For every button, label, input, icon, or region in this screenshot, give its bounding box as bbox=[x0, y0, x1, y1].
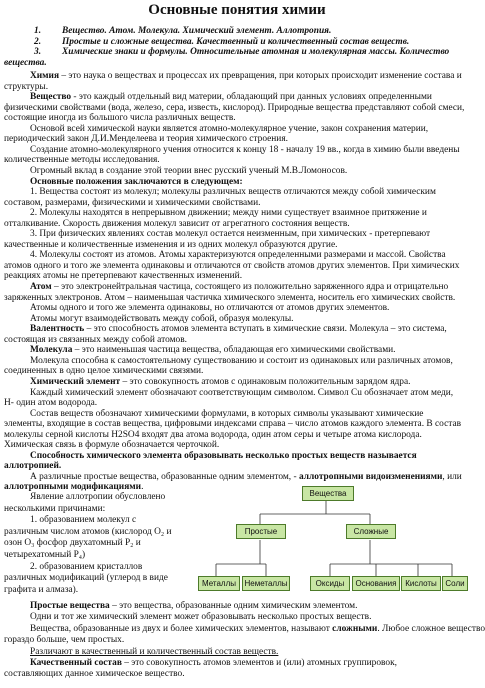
bold-term: Валентность bbox=[30, 324, 85, 335]
text-line bbox=[4, 155, 470, 166]
bold-term: Способность химического элемента образовывать несколько простых веществ называется bbox=[30, 450, 417, 461]
bold-term: аллотропными видоизменениями bbox=[298, 471, 443, 482]
diagram-node-salts: Соли bbox=[442, 576, 468, 591]
line-text: – это совокупность атомов элементов и (или) атомных группировок, bbox=[121, 658, 397, 668]
line-text: 2. образованием кристаллов bbox=[30, 561, 143, 572]
text-line bbox=[4, 166, 470, 177]
text-line bbox=[4, 612, 470, 623]
line-text: 1. образованием молекул с bbox=[30, 515, 137, 526]
allotropy-line bbox=[4, 538, 194, 549]
line-text: реакциях атомы не претерпевают качественных изменений. bbox=[4, 271, 243, 282]
line-text: H- один атом водорода. bbox=[4, 398, 98, 409]
allotropy-line bbox=[4, 527, 194, 538]
page-title: Основные понятия химии bbox=[148, 2, 326, 18]
text-line bbox=[4, 134, 470, 145]
diagram-node-root: Вещества bbox=[302, 486, 354, 501]
line-text: . Любое сложное вещество bbox=[377, 623, 485, 634]
text-line bbox=[4, 293, 470, 304]
text-line bbox=[4, 103, 470, 114]
line-text: , или bbox=[442, 471, 462, 482]
text-line bbox=[4, 398, 470, 409]
text-line bbox=[4, 669, 470, 680]
line-text: Атомы одного и того же элемента одинаковы, но отличаются от атомов других элементов. bbox=[30, 303, 390, 314]
text-line bbox=[4, 208, 470, 219]
line-text: – это совокупность атомов с одинаковым положительным зарядом ядра. bbox=[120, 376, 411, 387]
text-line bbox=[4, 658, 470, 669]
toc-number: 3. bbox=[34, 47, 42, 57]
diagram-node-acids: Кислоты bbox=[401, 576, 441, 591]
text-line bbox=[4, 647, 470, 658]
text-line bbox=[4, 366, 470, 377]
line-text: составом, размерами, физическими и химическими свойствами. bbox=[4, 197, 261, 208]
text-line bbox=[4, 271, 470, 282]
text-line bbox=[4, 635, 470, 646]
line-text: отталкивание. Скорость движения молекул зависит от агрегатного состояния веществ. bbox=[4, 218, 350, 229]
text-line bbox=[4, 440, 470, 451]
line-text: составляющих данное химическое вещество. bbox=[4, 669, 185, 680]
line-text: – это наименьшая частица вещества, обладающая его химическими свойствами. bbox=[72, 345, 396, 356]
toc-item bbox=[4, 26, 470, 37]
toc-text: вещества. bbox=[4, 57, 47, 68]
allotropy-line bbox=[4, 573, 194, 584]
line-text: Химическая связь в формуле обозначается черточкой. bbox=[4, 440, 220, 451]
text-line bbox=[4, 187, 470, 198]
bold-term: Основные положения заключаются в следующем: bbox=[30, 176, 243, 187]
diagram-node-metals: Металлы bbox=[198, 576, 240, 591]
bold-term: Вещество bbox=[30, 92, 72, 103]
allotropy-line bbox=[4, 550, 194, 561]
line-text: состоящие иногда из большого числа различных веществ. bbox=[4, 113, 236, 124]
line-text: качественные и количественные изменения и из одних молекул образуются другие. bbox=[4, 239, 338, 250]
line-text: молекулы серной кислоты H2SO4 входят два атома водорода, один атом серы и четыре атома кислорода. bbox=[4, 429, 422, 440]
underlined-text: Различают в качественный и количественный состав веществ. bbox=[30, 646, 279, 657]
line-text: Создание атомно-молекулярного учения относится к концу 18 - началу 19 вв., когда в химию были введены bbox=[30, 144, 460, 155]
line-text: Одни и тот же химический элемент может образовывать несколько простых веществ. bbox=[30, 612, 372, 623]
allotropy-line bbox=[4, 585, 194, 596]
text-line bbox=[4, 82, 470, 93]
line-text: – это способность атомов элемента вступать в химические связи. Молекула – это система, bbox=[84, 324, 447, 335]
text-line bbox=[4, 377, 470, 388]
toc-item bbox=[4, 47, 470, 58]
line-text: – это электронейтральная частица, состоящего из положительно заряженного ядра и отрицательно bbox=[51, 282, 449, 292]
allotropy-line bbox=[4, 504, 194, 515]
line-text: Основой всей химической науки является атомно-молекулярное учение, закон сохранения материи, bbox=[30, 123, 429, 134]
line-text: – это вещества, образованные одним химическим элементом. bbox=[109, 601, 358, 611]
bold-term: Простые вещества bbox=[30, 601, 110, 611]
text-line bbox=[4, 314, 470, 325]
text-line bbox=[4, 113, 470, 124]
text-line bbox=[4, 345, 470, 356]
text-line bbox=[4, 388, 470, 399]
line-text: атомов одного и того же элемента одинаковы и отличаются от свойств атомов других элементов. При химических bbox=[4, 260, 460, 271]
line-text: 3. При физических явлениях состав молекул остается неизменным, при химических - претерпевают bbox=[30, 229, 431, 240]
text-line bbox=[4, 145, 470, 156]
substances-diagram bbox=[196, 482, 470, 612]
line-text: различных модификаций (углерод в виде bbox=[4, 573, 168, 584]
bold-term: аллотропией. bbox=[4, 461, 62, 472]
line-text: структуры. bbox=[4, 81, 49, 92]
line-text: А различные простые вещества, образованные одним элементом, - bbox=[30, 471, 299, 482]
line-text: графита и алмаза). bbox=[4, 584, 79, 595]
line-text: 4. Молекулы состоят из атомов. Атомы характеризуются определенными размерами и массой. Свойства bbox=[30, 250, 446, 261]
diagram-node-complex: Сложные bbox=[346, 524, 396, 539]
line-text: озон O₃ фосфор двухатомный P₂ и bbox=[4, 538, 141, 549]
line-text: . bbox=[141, 482, 144, 493]
text-line bbox=[4, 461, 470, 472]
text-line bbox=[4, 250, 470, 261]
line-text: заряженных электронов. Атом – наименьшая частичка химического элемента, носитель его химических свойств. bbox=[4, 292, 456, 303]
diagram-node-oxides: Оксиды bbox=[310, 576, 350, 591]
text-line bbox=[4, 71, 470, 82]
allotropy-line bbox=[4, 515, 194, 526]
text-line bbox=[4, 409, 470, 420]
text-line bbox=[4, 623, 485, 635]
line-text: - это каждый отдельный вид материи, обладающий при данных условиях определенными bbox=[71, 92, 432, 103]
line-text: различным числом атомов (кислород O₂ и bbox=[4, 526, 172, 537]
toc-text: Химические знаки и формулы. Относительные атомная и молекулярная массы. Количество bbox=[62, 47, 450, 57]
text-line bbox=[4, 303, 470, 314]
diagram-connectors bbox=[196, 482, 470, 612]
text-line bbox=[4, 419, 470, 430]
line-text: Состав веществ обозначают химическими формулами, в которых символы указывают химические bbox=[30, 408, 424, 419]
bold-term: сложными bbox=[332, 623, 378, 634]
line-text: Молекула способна к самостоятельному существованию и состоит из одинаковых или различных атомов, bbox=[30, 355, 453, 366]
line-text: физическими свойствами (вода, железо, сера, известь, кислород). Природные вещества представляют собой смеси, bbox=[4, 102, 465, 113]
text-line bbox=[4, 177, 470, 188]
line-text: 2. Молекулы находятся в непрерывном движении; между ними существует взаимное притяжение и bbox=[30, 208, 427, 219]
bold-term: Химия bbox=[30, 71, 60, 81]
text-line bbox=[4, 451, 470, 462]
toc-text: Вещество. Атом. Молекула. Химический элемент. Аллотропия. bbox=[62, 26, 332, 36]
allotropy-line bbox=[4, 562, 194, 573]
toc-item bbox=[4, 58, 470, 69]
line-text: Огромный вклад в создание этой теории внес русский ученый М.В.Ломоносов. bbox=[30, 165, 348, 176]
text-line bbox=[4, 229, 470, 240]
bold-term: аллотропными модификациями bbox=[4, 482, 142, 493]
bold-term: Химический элемент bbox=[30, 376, 121, 387]
line-text: Каждый химический элемент обозначают соответствующим символом. Символ Cu обозначает атом меди, bbox=[30, 387, 454, 398]
line-text: Атомы могут взаимодействовать между собой, образуя молекулы. bbox=[30, 313, 294, 324]
allotropy-line bbox=[4, 492, 194, 503]
line-text: периодический закон Д.И.Менделеева и теория химического строения. bbox=[4, 134, 288, 145]
text-line bbox=[4, 92, 470, 103]
line-text: Вещества, образованные из двух и более химических элементов, называют bbox=[30, 623, 333, 634]
toc-number: 1. bbox=[34, 26, 42, 36]
text-line bbox=[4, 356, 470, 367]
line-text: соединенных в одно целое химическими связями. bbox=[4, 366, 204, 377]
bold-term: Молекула bbox=[30, 345, 73, 356]
bold-term: Атом bbox=[30, 282, 52, 292]
diagram-node-nonmetals: Неметаллы bbox=[242, 576, 290, 591]
line-text: количественные методы исследования. bbox=[4, 155, 160, 166]
line-text: элементы, входящие в состав вещества, цифровыми индексами справа – число атомов каждого элемента. В состав bbox=[4, 419, 462, 430]
text-line bbox=[4, 282, 470, 293]
line-text: Явление аллотропии обусловлено bbox=[30, 492, 166, 502]
line-text: гораздо больше, чем простых. bbox=[4, 635, 125, 646]
text-line bbox=[4, 324, 470, 335]
bold-term: Качественный состав bbox=[30, 658, 122, 668]
diagram-node-bases: Основания bbox=[352, 576, 400, 591]
line-text: несколькими причинами: bbox=[4, 503, 106, 514]
line-text: четырехатомный P₄) bbox=[4, 550, 86, 560]
line-text: состоящая из связанных между собой атомов. bbox=[4, 334, 187, 345]
toc-text: Простые и сложные вещества. Качественный и количественный состав веществ. bbox=[62, 36, 410, 47]
diagram-node-simple: Простые bbox=[236, 524, 286, 539]
line-text: 1. Вещества состоят из молекул; молекулы различных веществ отличаются между собой химическим bbox=[30, 187, 436, 198]
toc-item bbox=[4, 37, 470, 48]
line-text: – это наука о веществах и процессах их превращения, при которых происходит изменение состава и bbox=[59, 71, 462, 81]
toc-number: 2. bbox=[34, 36, 42, 47]
text-line bbox=[4, 198, 470, 209]
